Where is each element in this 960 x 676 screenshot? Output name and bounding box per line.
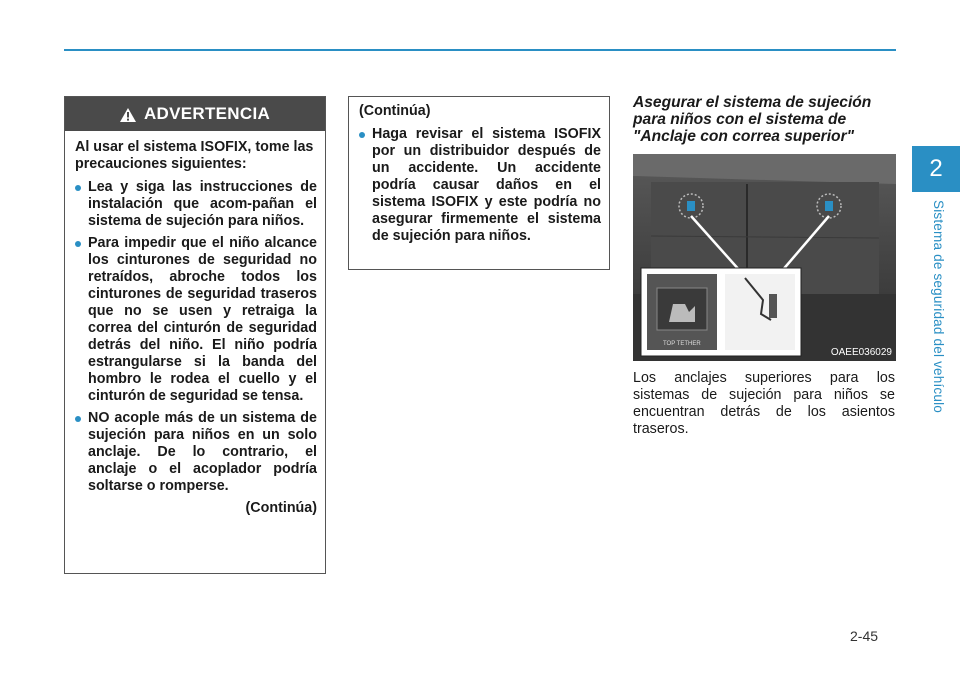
warning-bullet: [75, 235, 317, 405]
page-number: 2-45: [850, 628, 879, 644]
warning-intro: Al usar el sistema ISOFIX, tome las precauciones siguientes:: [75, 139, 314, 172]
chapter-side-title: Sistema de seguridad del vehículo: [931, 200, 946, 413]
bullet-dot-icon: [75, 416, 81, 422]
warning-body: [65, 131, 325, 517]
chapter-tab: [912, 146, 960, 192]
section-body-text: Los anclajes superiores para los sistemas de sujeción para niños se encuentran detrás de los asientos traseros.: [633, 370, 895, 437]
continuation-bullet-text: Haga revisar el sistema ISOFIX por un distribuidor después de un accidente. Un accidente podría causar daños en el sistema ISOFIX y este podría no asegurar firmemente el sistema de sujeción para niños.: [372, 126, 601, 244]
continuation-bullet: [359, 126, 601, 245]
warning-bullet: [75, 179, 317, 230]
warning-bullet-text: Lea y siga las instrucciones de instalación que acom-pañan el sistema de sujeción para niños.: [88, 179, 317, 229]
bullet-dot-icon: [359, 132, 365, 138]
inset-label: TOP TETHER: [663, 341, 701, 347]
chapter-number: 2: [929, 155, 943, 182]
warning-header: [65, 97, 325, 131]
warning-bullet-text: Para impedir que el niño alcance los cinturones de seguridad no retraídos, abroche todos los cinturones de seguridad traseros que no se usen y retraiga la correa del cinturón de seguridad detrás del niño. El niño podría estrangularse si la banda del hombro le rodea el cuello y el cinturón de seguridad se tensa.: [88, 235, 317, 404]
warning-box: [64, 96, 326, 574]
bullet-dot-icon: [75, 185, 81, 191]
section-heading: Asegurar el sistema de sujeción para niños con el sistema de "Anclaje con correa superior": [633, 94, 872, 145]
continuation-bullet-list: [359, 126, 601, 245]
warning-bullet-list: [75, 179, 317, 495]
warning-triangle-icon: [120, 107, 136, 121]
trunk-anchor-photo: [633, 154, 896, 361]
trunk-illustration: [633, 154, 896, 361]
image-code: OAEE036029: [830, 347, 892, 358]
warning-bullet: [75, 410, 317, 495]
continued-label: (Continúa): [245, 500, 317, 516]
bullet-dot-icon: [75, 241, 81, 247]
continuation-body: [349, 97, 609, 245]
warning-header-label: ADVERTENCIA: [143, 104, 271, 123]
top-rule: [64, 49, 896, 51]
continuation-box: [348, 96, 610, 270]
continuation-header: (Continúa): [359, 103, 431, 119]
warning-bullet-text: NO acople más de un sistema de sujeción para niños en un solo anclaje. De lo contrario, el anclaje o el acoplador podría soltarse o romperse.: [88, 410, 317, 494]
